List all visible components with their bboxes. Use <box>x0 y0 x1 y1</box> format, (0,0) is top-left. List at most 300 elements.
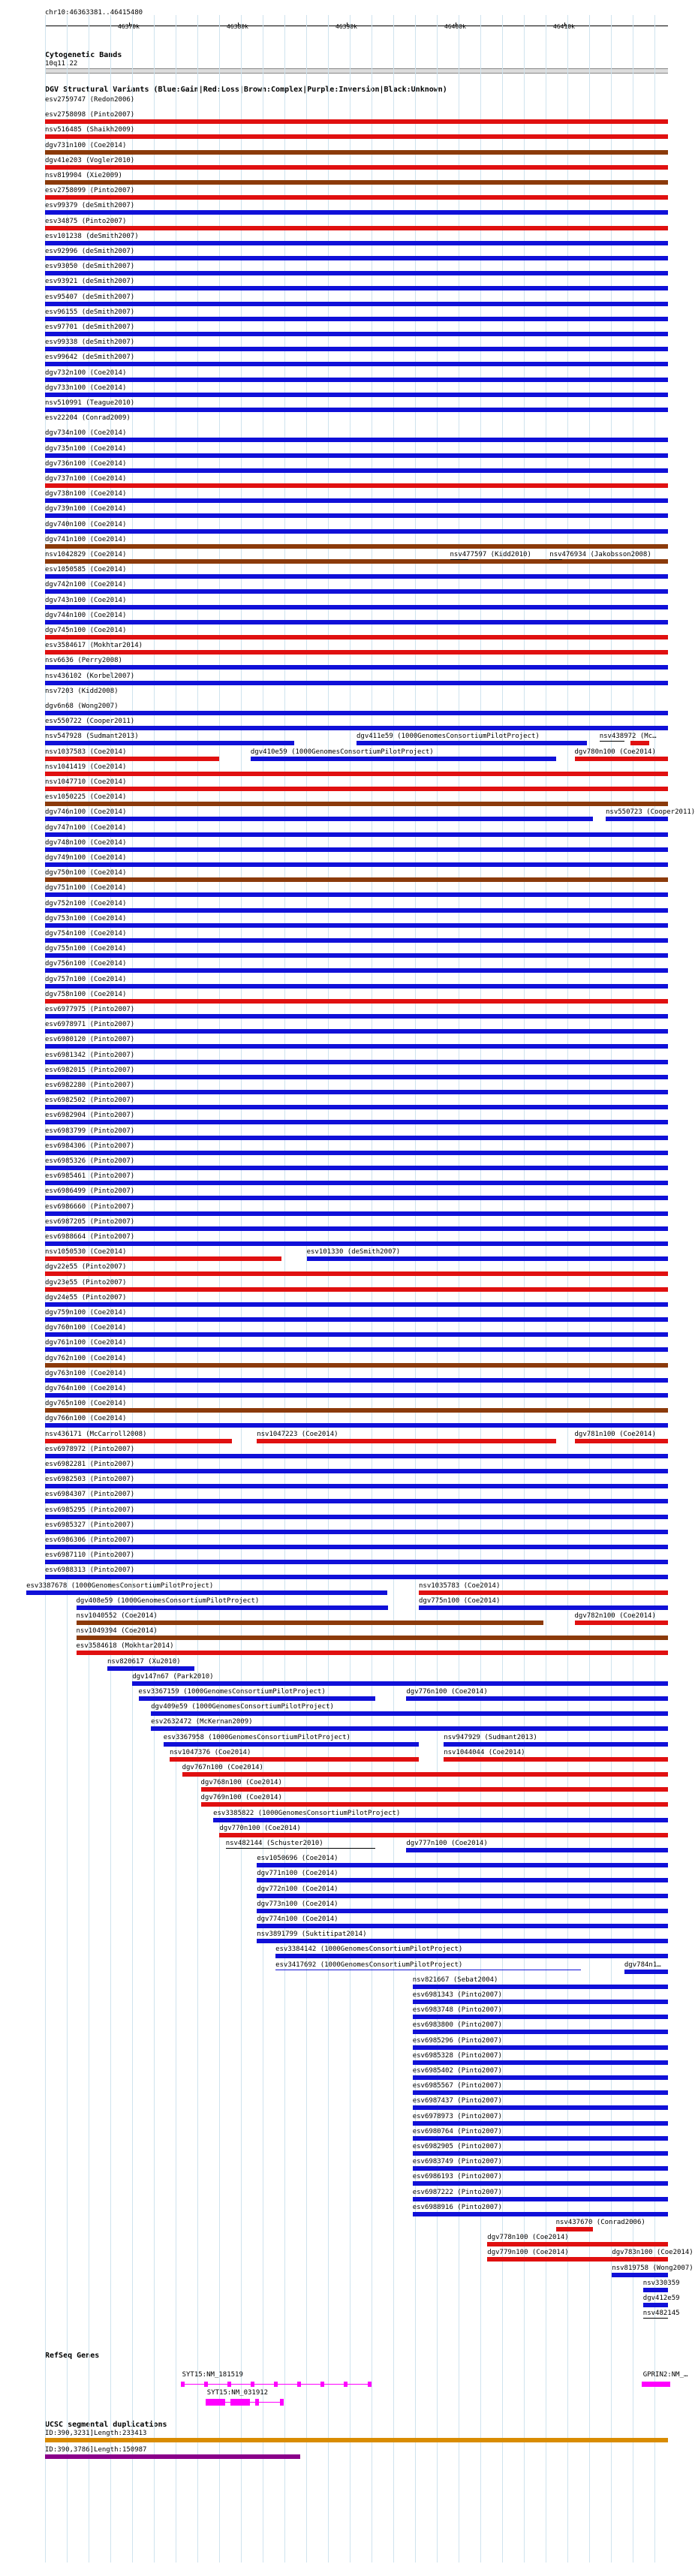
variant-label[interactable]: esv97701 (deSmith2007) <box>45 324 135 331</box>
variant-bar[interactable] <box>45 757 219 761</box>
variant-bar[interactable] <box>487 2242 668 2246</box>
variant-bar[interactable] <box>45 1378 668 1383</box>
variant-label[interactable]: esv6985461 (Pinto2007) <box>45 1172 135 1181</box>
variant-bar[interactable] <box>45 665 668 670</box>
exon-block[interactable] <box>320 2382 324 2387</box>
variant-bar[interactable] <box>45 923 668 928</box>
variant-label[interactable]: esv3387678 (1000GenomesConsortiumPilotProject) <box>26 1581 214 1590</box>
variant-label[interactable]: dgv24e55 (Pinto2007) <box>45 1293 127 1302</box>
variant-bar[interactable] <box>45 1560 668 1564</box>
variant-label[interactable]: dgv784n1… <box>624 1961 661 1969</box>
variant-label[interactable]: nsv482144 (Schuster2010) <box>225 1840 323 1847</box>
exon-block[interactable] <box>255 2399 259 2406</box>
variant-bar[interactable] <box>257 1878 668 1882</box>
variant-bar[interactable] <box>226 1848 375 1849</box>
variant-label[interactable]: esv3385822 (1000GenomesConsortiumPilotProject) <box>213 1809 401 1817</box>
variant-label[interactable]: dgv731n100 (Coe2014) <box>45 141 127 149</box>
exon-block[interactable] <box>368 2382 372 2387</box>
variant-label[interactable]: dgv735n100 (Coe2014) <box>45 444 127 453</box>
variant-label[interactable]: esv6987222 (Pinto2007) <box>412 2188 502 2196</box>
variant-bar[interactable] <box>45 256 668 260</box>
variant-bar[interactable] <box>45 1302 668 1307</box>
variant-bar[interactable] <box>45 559 668 564</box>
variant-label[interactable]: nsv819758 (Wong2007) <box>612 2264 693 2272</box>
segdup-bar[interactable] <box>45 2438 668 2442</box>
variant-bar[interactable] <box>45 650 668 655</box>
variant-bar[interactable] <box>45 195 668 200</box>
gene-label[interactable]: SYT15:NM_031912 <box>206 2389 269 2397</box>
variant-bar[interactable] <box>77 1621 544 1625</box>
variant-label[interactable]: esv95407 (deSmith2007) <box>45 293 135 301</box>
refseq-track-title[interactable]: RefSeq Genes <box>45 2352 100 2361</box>
variant-label[interactable]: esv96155 (deSmith2007) <box>45 308 135 316</box>
variant-label[interactable]: esv6981343 (Pinto2007) <box>412 1991 502 1999</box>
variant-label[interactable]: nsv436171 (McCarroll2008) <box>45 1430 147 1438</box>
variant-bar[interactable] <box>45 968 668 973</box>
variant-bar[interactable] <box>45 772 668 776</box>
variant-bar[interactable] <box>413 1985 668 1989</box>
variant-bar[interactable] <box>643 2288 668 2292</box>
variant-label[interactable]: dgv6n68 (Wong2007) <box>45 703 119 710</box>
variant-label[interactable]: dgv780n100 (Coe2014) <box>574 748 656 756</box>
variant-bar[interactable] <box>556 2227 594 2231</box>
variant-bar[interactable] <box>419 1605 668 1610</box>
variant-bar[interactable] <box>45 1196 668 1200</box>
variant-label[interactable]: nsv482145 <box>642 2310 680 2318</box>
variant-bar[interactable] <box>413 2045 668 2050</box>
variant-bar[interactable] <box>612 2273 668 2277</box>
variant-label[interactable]: esv6983749 (Pinto2007) <box>412 2158 502 2166</box>
variant-bar[interactable] <box>219 1833 668 1837</box>
variant-label[interactable]: esv6988313 (Pinto2007) <box>45 1566 135 1575</box>
variant-label[interactable]: dgv751n100 (Coe2014) <box>45 884 127 892</box>
variant-label[interactable]: esv6982280 (Pinto2007) <box>45 1082 135 1089</box>
variant-label[interactable]: esv550722 (Cooper2011) <box>45 718 135 726</box>
variant-bar[interactable] <box>45 1090 668 1094</box>
variant-label[interactable]: nsv820617 (Xu2010) <box>107 1657 181 1666</box>
variant-bar[interactable] <box>413 2197 668 2201</box>
variant-label[interactable]: nsv476934 (Jakobsson2008) <box>549 551 651 558</box>
variant-label[interactable]: nsv477597 (Kidd2010) <box>450 551 531 558</box>
variant-label[interactable]: nsv1047223 (Coe2014) <box>257 1430 338 1438</box>
variant-label[interactable]: esv6985327 (Pinto2007) <box>45 1521 135 1529</box>
exon-block[interactable] <box>227 2382 231 2387</box>
variant-label[interactable]: esv6982502 (Pinto2007) <box>45 1097 135 1105</box>
variant-bar[interactable] <box>45 832 668 837</box>
segdup-track-title[interactable]: UCSC segmental duplications <box>45 2421 167 2430</box>
variant-bar[interactable] <box>45 620 668 624</box>
variant-label[interactable]: nsv821667 (Sebat2004) <box>412 1976 498 1984</box>
variant-bar[interactable] <box>45 847 668 852</box>
variant-label[interactable]: esv99642 (deSmith2007) <box>45 354 135 362</box>
variant-label[interactable]: esv101330 (deSmith2007) <box>306 1248 401 1256</box>
variant-label[interactable]: dgv779n100 (Coe2014) <box>487 2249 569 2257</box>
variant-bar[interactable] <box>45 1060 668 1064</box>
variant-bar[interactable] <box>45 1211 668 1216</box>
variant-label[interactable]: dgv764n100 (Coe2014) <box>45 1385 127 1392</box>
exon-block[interactable] <box>666 2382 670 2387</box>
variant-label[interactable]: dgv763n100 (Coe2014) <box>45 1369 127 1377</box>
variant-bar[interactable] <box>45 226 668 230</box>
variant-bar[interactable] <box>45 726 668 730</box>
variant-bar[interactable] <box>406 1696 668 1701</box>
variant-bar[interactable] <box>575 1621 669 1625</box>
variant-label[interactable]: dgv770n100 (Coe2014) <box>219 1824 301 1832</box>
variant-label[interactable]: dgv745n100 (Coe2014) <box>45 627 127 634</box>
variant-bar[interactable] <box>45 1241 668 1246</box>
variant-label[interactable]: esv6986193 (Pinto2007) <box>412 2173 502 2181</box>
variant-label[interactable]: dgv760n100 (Coe2014) <box>45 1324 127 1332</box>
exon-block[interactable] <box>280 2399 284 2406</box>
variant-bar[interactable] <box>575 1439 669 1443</box>
variant-bar[interactable] <box>45 1271 668 1276</box>
variant-bar[interactable] <box>45 1332 668 1337</box>
variant-bar[interactable] <box>257 1863 668 1867</box>
variant-label[interactable]: nsv947929 (Sudmant2013) <box>444 1733 537 1741</box>
variant-bar[interactable] <box>251 757 556 761</box>
variant-bar[interactable] <box>77 1605 388 1610</box>
variant-label[interactable]: nsv436102 (Korbel2007) <box>45 672 135 680</box>
variant-bar[interactable] <box>45 938 668 943</box>
variant-bar[interactable] <box>45 862 668 867</box>
variant-bar[interactable] <box>45 119 668 124</box>
variant-label[interactable]: esv2758099 (Pinto2007) <box>45 187 135 195</box>
variant-bar[interactable] <box>45 1469 668 1473</box>
variant-label[interactable]: nsv3891799 (Suktitipat2014) <box>257 1930 367 1939</box>
variant-bar[interactable] <box>45 1044 668 1049</box>
variant-label[interactable]: nsv1040552 (Coe2014) <box>76 1612 158 1620</box>
variant-label[interactable]: nsv550723 (Cooper2011) <box>606 808 695 817</box>
variant-label[interactable]: nsv819904 (Xie2009) <box>45 172 122 179</box>
variant-bar[interactable] <box>643 2303 668 2307</box>
variant-label[interactable]: esv6988664 (Pinto2007) <box>45 1233 135 1241</box>
variant-bar[interactable] <box>201 1787 669 1792</box>
variant-bar[interactable] <box>413 2151 668 2156</box>
variant-bar[interactable] <box>45 1530 668 1534</box>
variant-label[interactable]: esv92996 (deSmith2007) <box>45 248 135 255</box>
variant-bar[interactable] <box>45 1393 668 1398</box>
variant-label[interactable]: nsv438972 (Mc… <box>599 733 657 741</box>
variant-bar[interactable] <box>575 757 669 761</box>
variant-label[interactable]: esv99379 (deSmith2007) <box>45 202 135 210</box>
variant-label[interactable]: esv93050 (deSmith2007) <box>45 263 135 271</box>
variant-label[interactable]: dgv736n100 (Coe2014) <box>45 459 127 468</box>
variant-bar[interactable] <box>549 559 562 560</box>
variant-label[interactable]: dgv761n100 (Coe2014) <box>45 1339 127 1347</box>
variant-bar[interactable] <box>45 1499 668 1503</box>
variant-label[interactable]: dgv747n100 (Coe2014) <box>45 823 127 832</box>
variant-bar[interactable] <box>45 438 668 442</box>
variant-label[interactable]: esv6983748 (Pinto2007) <box>412 2006 502 2015</box>
variant-bar[interactable] <box>606 817 668 821</box>
segdup-label[interactable]: ID:390,3231]Length:233413 <box>45 2430 147 2438</box>
variant-label[interactable]: nsv1047376 (Coe2014) <box>170 1748 251 1756</box>
variant-bar[interactable] <box>413 2136 668 2141</box>
variant-bar[interactable] <box>45 1347 668 1352</box>
variant-label[interactable]: nsv1035783 (Coe2014) <box>419 1581 501 1590</box>
variant-bar[interactable] <box>45 317 668 321</box>
variant-bar[interactable] <box>257 1909 668 1913</box>
variant-bar[interactable] <box>45 1484 668 1488</box>
variant-label[interactable]: esv6986499 (Pinto2007) <box>45 1187 135 1196</box>
cyto-band-bar[interactable] <box>45 68 668 74</box>
gene-label[interactable]: SYT15:NM_181519 <box>182 2371 243 2379</box>
variant-bar[interactable] <box>45 1287 668 1292</box>
variant-label[interactable]: dgv753n100 (Coe2014) <box>45 914 127 922</box>
variant-bar[interactable] <box>45 468 668 473</box>
exon-block[interactable] <box>344 2382 348 2387</box>
variant-bar[interactable] <box>139 1696 375 1701</box>
variant-bar[interactable] <box>630 741 649 745</box>
variant-label[interactable]: dgv739n100 (Coe2014) <box>45 505 127 513</box>
variant-bar[interactable] <box>45 378 668 382</box>
variant-label[interactable]: dgv777n100 (Coe2014) <box>406 1840 488 1847</box>
variant-bar[interactable] <box>413 2015 668 2019</box>
variant-label[interactable]: esv6982281 (Pinto2007) <box>45 1461 135 1468</box>
segdup-label[interactable]: ID:390,3786]Length:150987 <box>45 2446 147 2454</box>
variant-label[interactable]: esv6982905 (Pinto2007) <box>412 2143 502 2150</box>
variant-bar[interactable] <box>413 2000 668 2004</box>
variant-bar[interactable] <box>413 2105 668 2110</box>
variant-bar[interactable] <box>213 1818 668 1822</box>
variant-label[interactable]: dgv410e59 (1000GenomesConsortiumPilotProject) <box>250 748 434 756</box>
exon-block[interactable] <box>181 2382 185 2387</box>
variant-bar[interactable] <box>413 2030 668 2034</box>
variant-label[interactable]: esv34875 (Pinto2007) <box>45 217 127 225</box>
variant-label[interactable]: nsv7203 (Kidd2008) <box>45 687 119 695</box>
variant-bar[interactable] <box>45 1363 668 1368</box>
variant-bar[interactable] <box>450 559 469 560</box>
variant-bar[interactable] <box>45 999 668 1004</box>
variant-bar[interactable] <box>45 589 668 594</box>
variant-label[interactable]: esv3367958 (1000GenomesConsortiumPilotProject) <box>163 1733 351 1741</box>
variant-label[interactable]: nsv1047710 (Coe2014) <box>45 778 127 786</box>
variant-label[interactable]: esv6978972 (Pinto2007) <box>45 1445 135 1453</box>
variant-bar[interactable] <box>45 513 668 518</box>
variant-bar[interactable] <box>45 984 668 989</box>
variant-label[interactable]: dgv744n100 (Coe2014) <box>45 611 127 619</box>
variant-bar[interactable] <box>45 574 668 579</box>
variant-bar[interactable] <box>45 332 668 336</box>
variant-label[interactable]: esv6986660 (Pinto2007) <box>45 1202 135 1211</box>
variant-bar[interactable] <box>45 1317 668 1322</box>
variant-label[interactable]: dgv23e55 (Pinto2007) <box>45 1278 127 1286</box>
variant-label[interactable]: nsv1042829 (Coe2014) <box>45 551 127 558</box>
variant-bar[interactable] <box>45 1515 668 1519</box>
variant-label[interactable]: esv6985402 (Pinto2007) <box>412 2067 502 2075</box>
variant-bar[interactable] <box>45 544 668 549</box>
variant-bar[interactable] <box>45 1545 668 1549</box>
variant-label[interactable]: esv22204 (Conrad2009) <box>45 414 131 423</box>
variant-bar[interactable] <box>45 802 668 806</box>
variant-label[interactable]: dgv765n100 (Coe2014) <box>45 1400 127 1408</box>
variant-bar[interactable] <box>107 1666 194 1671</box>
variant-bar[interactable] <box>45 908 668 913</box>
variant-bar[interactable] <box>612 2257 668 2262</box>
variant-bar[interactable] <box>45 134 668 139</box>
variant-bar[interactable] <box>77 1651 669 1655</box>
variant-bar[interactable] <box>307 1256 668 1261</box>
variant-label[interactable]: esv2759747 (Redon2006) <box>45 96 135 104</box>
variant-bar[interactable] <box>45 302 668 306</box>
variant-label[interactable]: nsv1044044 (Coe2014) <box>444 1748 525 1756</box>
variant-label[interactable]: dgv408e59 (1000GenomesConsortiumPilotProject) <box>76 1596 260 1605</box>
variant-bar[interactable] <box>45 741 294 745</box>
variant-label[interactable]: nsv1050530 (Coe2014) <box>45 1248 127 1256</box>
variant-label[interactable]: dgv778n100 (Coe2014) <box>487 2234 569 2242</box>
variant-bar[interactable] <box>45 1105 668 1109</box>
variant-label[interactable]: dgv774n100 (Coe2014) <box>257 1915 338 1923</box>
variant-bar[interactable] <box>45 483 668 488</box>
variant-label[interactable]: esv1050585 (Coe2014) <box>45 566 127 574</box>
variant-label[interactable]: dgv746n100 (Coe2014) <box>45 808 127 817</box>
variant-bar[interactable] <box>45 1151 668 1155</box>
variant-label[interactable]: esv6983800 (Pinto2007) <box>412 2021 502 2030</box>
variant-label[interactable]: esv3367159 (1000GenomesConsortiumPilotProject) <box>138 1688 326 1696</box>
variant-label[interactable]: dgv757n100 (Coe2014) <box>45 975 127 983</box>
exon-block[interactable] <box>204 2382 208 2387</box>
variant-label[interactable]: nsv437670 (Conrad2006) <box>555 2219 645 2226</box>
variant-label[interactable]: esv3584618 (Mokhtar2014) <box>76 1642 174 1651</box>
variant-label[interactable]: esv6982904 (Pinto2007) <box>45 1112 135 1120</box>
variant-bar[interactable] <box>275 1954 668 1958</box>
variant-label[interactable]: dgv766n100 (Coe2014) <box>45 1415 127 1423</box>
variant-bar[interactable] <box>444 1742 668 1747</box>
variant-label[interactable]: nsv1049394 (Coe2014) <box>76 1627 158 1636</box>
variant-bar[interactable] <box>77 1636 669 1640</box>
variant-label[interactable]: nsv6636 (Perry2008) <box>45 657 122 665</box>
variant-label[interactable]: dgv740n100 (Coe2014) <box>45 520 127 528</box>
variant-label[interactable]: esv6980764 (Pinto2007) <box>412 2127 502 2135</box>
variant-bar[interactable] <box>45 1181 668 1185</box>
variant-label[interactable]: dgv734n100 (Coe2014) <box>45 429 127 438</box>
variant-label[interactable]: dgv412e59 <box>642 2295 680 2302</box>
variant-label[interactable]: esv6982503 (Pinto2007) <box>45 1476 135 1484</box>
variant-bar[interactable] <box>257 1894 668 1898</box>
variant-label[interactable]: esv1050225 (Coe2014) <box>45 793 127 802</box>
variant-label[interactable]: dgv733n100 (Coe2014) <box>45 384 127 392</box>
variant-bar[interactable] <box>45 1454 668 1458</box>
variant-label[interactable]: dgv775n100 (Coe2014) <box>419 1596 501 1605</box>
variant-bar[interactable] <box>45 877 668 882</box>
variant-bar[interactable] <box>357 741 587 745</box>
variant-bar[interactable] <box>151 1726 668 1731</box>
variant-bar[interactable] <box>151 1711 668 1716</box>
variant-bar[interactable] <box>45 1408 668 1413</box>
variant-bar[interactable] <box>170 1757 419 1762</box>
variant-bar[interactable] <box>413 2090 668 2095</box>
variant-bar[interactable] <box>26 1590 387 1595</box>
variant-bar[interactable] <box>45 150 668 155</box>
variant-bar[interactable] <box>45 787 668 791</box>
variant-bar[interactable] <box>45 1120 668 1124</box>
variant-label[interactable]: esv3417692 (1000GenomesConsortiumPilotProject) <box>275 1961 463 1969</box>
variant-label[interactable]: esv6982015 (Pinto2007) <box>45 1066 135 1074</box>
variant-bar[interactable] <box>45 1014 668 1019</box>
variant-bar[interactable] <box>45 681 668 685</box>
variant-bar[interactable] <box>45 1075 668 1079</box>
variant-label[interactable]: dgv776n100 (Coe2014) <box>406 1688 488 1696</box>
variant-bar[interactable] <box>406 1848 668 1852</box>
variant-bar[interactable] <box>45 892 668 897</box>
variant-label[interactable]: dgv771n100 (Coe2014) <box>257 1870 338 1878</box>
variant-bar[interactable] <box>45 1029 668 1034</box>
variant-bar[interactable] <box>45 635 668 639</box>
variant-bar[interactable] <box>257 1939 668 1943</box>
variant-bar[interactable] <box>45 165 668 170</box>
variant-label[interactable]: esv99338 (deSmith2007) <box>45 339 135 347</box>
variant-label[interactable]: dgv738n100 (Coe2014) <box>45 490 127 498</box>
variant-label[interactable]: dgv756n100 (Coe2014) <box>45 960 127 968</box>
variant-label[interactable]: dgv768n100 (Coe2014) <box>200 1779 282 1787</box>
variant-label[interactable]: esv6987437 (Pinto2007) <box>412 2097 502 2105</box>
variant-label[interactable]: esv6980120 (Pinto2007) <box>45 1036 135 1044</box>
variant-label[interactable]: esv6983799 (Pinto2007) <box>45 1127 135 1135</box>
variant-bar[interactable] <box>45 1256 281 1261</box>
variant-bar[interactable] <box>45 180 668 185</box>
variant-bar[interactable] <box>182 1772 668 1777</box>
variant-bar[interactable] <box>257 1439 555 1443</box>
variant-label[interactable]: esv6978971 (Pinto2007) <box>45 1021 135 1029</box>
variant-bar[interactable] <box>164 1742 419 1747</box>
cyto-track-title[interactable]: Cytogenetic Bands <box>45 51 122 59</box>
variant-label[interactable]: esv3584617 (Mokhtar2014) <box>45 642 143 650</box>
variant-label[interactable]: esv6978973 (Pinto2007) <box>412 2112 502 2120</box>
variant-label[interactable]: esv6985567 (Pinto2007) <box>412 2082 502 2090</box>
gene-label[interactable]: GPRIN2:NM_… <box>642 2371 688 2379</box>
variant-bar[interactable] <box>45 1226 668 1231</box>
variant-bar[interactable] <box>600 741 624 742</box>
variant-label[interactable]: nsv547928 (Sudmant2013) <box>45 733 139 741</box>
variant-label[interactable]: esv6985296 (Pinto2007) <box>412 2036 502 2045</box>
variant-label[interactable]: esv6988916 (Pinto2007) <box>412 2203 502 2211</box>
variant-label[interactable]: dgv742n100 (Coe2014) <box>45 581 127 589</box>
variant-bar[interactable] <box>45 498 668 503</box>
variant-label[interactable]: dgv762n100 (Coe2014) <box>45 1354 127 1362</box>
variant-bar[interactable] <box>45 241 668 245</box>
variant-label[interactable]: dgv750n100 (Coe2014) <box>45 869 127 877</box>
dgv-track-title[interactable]: DGV Structural Variants (Blue:Gain|Red:Loss|Brown:Complex|Purple:Inversion|Black:Unknown) <box>45 86 447 94</box>
variant-bar[interactable] <box>45 953 668 958</box>
variant-bar[interactable] <box>201 1802 669 1807</box>
variant-bar[interactable] <box>624 1970 668 1974</box>
variant-label[interactable]: esv3384142 (1000GenomesConsortiumPilotProject) <box>275 1946 463 1954</box>
variant-label[interactable]: esv6985295 (Pinto2007) <box>45 1506 135 1514</box>
variant-label[interactable]: dgv741n100 (Coe2014) <box>45 535 127 543</box>
exon-block[interactable] <box>230 2399 250 2406</box>
variant-label[interactable]: dgv755n100 (Coe2014) <box>45 945 127 953</box>
variant-bar[interactable] <box>413 2166 668 2171</box>
exon-block[interactable] <box>206 2399 225 2406</box>
variant-bar[interactable] <box>413 2212 668 2216</box>
variant-label[interactable]: dgv743n100 (Coe2014) <box>45 596 127 604</box>
variant-bar[interactable] <box>45 453 668 458</box>
variant-bar[interactable] <box>45 271 668 275</box>
variant-label[interactable]: esv101238 (deSmith2007) <box>45 232 139 240</box>
variant-label[interactable]: esv2758098 (Pinto2007) <box>45 111 135 119</box>
segdup-bar[interactable] <box>45 2454 300 2459</box>
variant-bar[interactable] <box>45 347 668 351</box>
variant-label[interactable]: dgv748n100 (Coe2014) <box>45 838 127 847</box>
variant-label[interactable]: dgv758n100 (Coe2014) <box>45 990 127 998</box>
variant-bar[interactable] <box>45 1166 668 1170</box>
variant-bar[interactable] <box>643 2318 668 2319</box>
variant-label[interactable]: esv6977975 (Pinto2007) <box>45 1006 135 1013</box>
variant-label[interactable]: esv6984306 (Pinto2007) <box>45 1142 135 1150</box>
variant-bar[interactable] <box>444 1757 668 1762</box>
variant-bar[interactable] <box>45 1423 668 1428</box>
variant-label[interactable]: nsv516485 (Shaikh2009) <box>45 126 135 134</box>
